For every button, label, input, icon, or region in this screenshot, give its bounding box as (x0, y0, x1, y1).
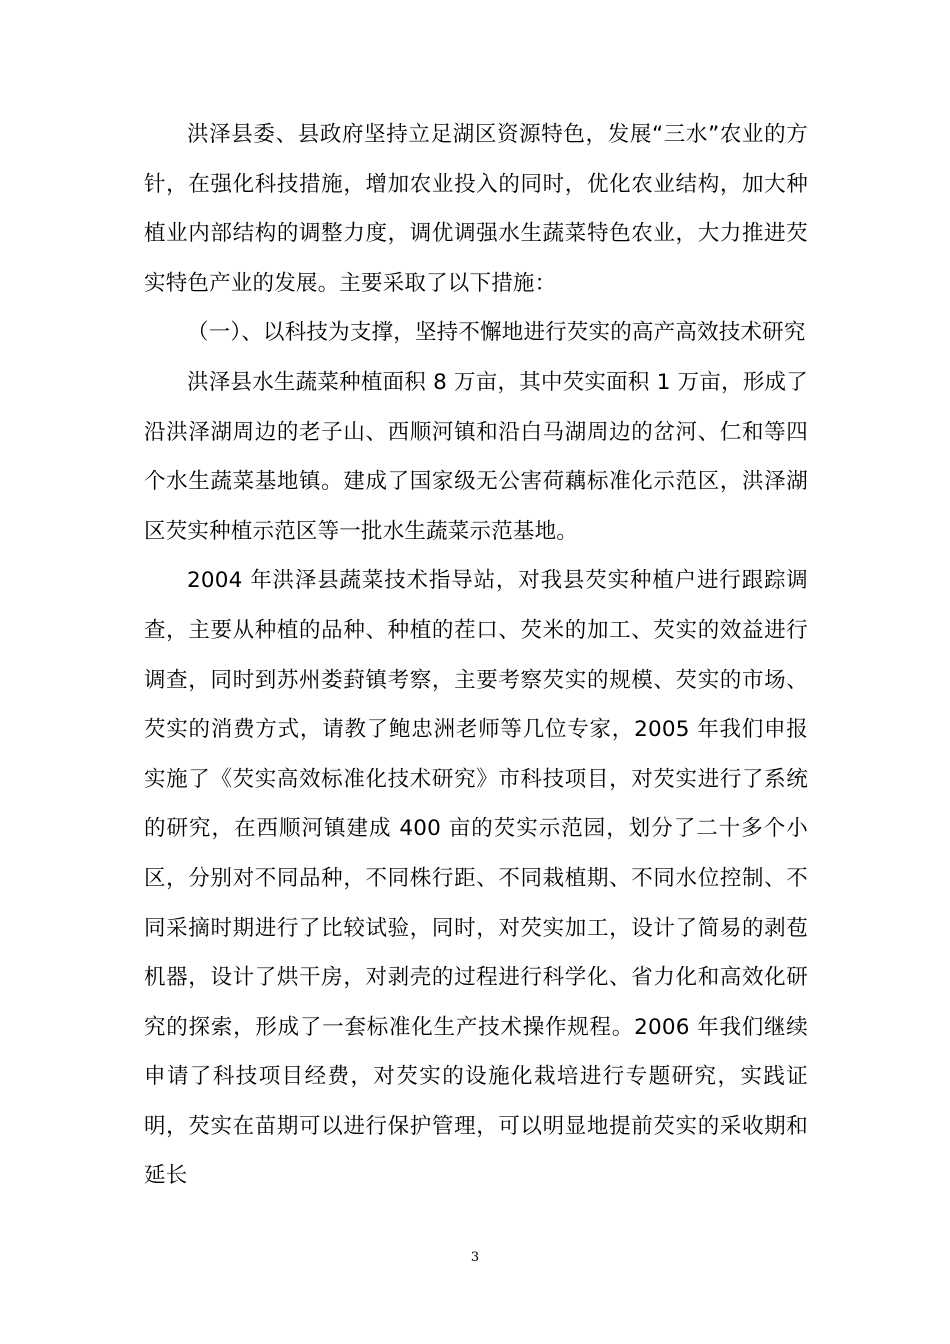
paragraph-intro: 洪泽县委、县政府坚持立足湖区资源特色，发展“三水”农业的方针，在强化科技措施，增加农业投入的同时，优化农业结构，加大种植业内部结构的调整力度，调优调强水生蔬菜特色农业，大力推进芡实特色产业的发展。主要采取了以下措施： (144, 122, 808, 296)
paragraph-research: 2004 年洪泽县蔬菜技术指导站，对我县芡实种植户进行跟踪调查，主要从种植的品种、种植的茬口、芡米的加工、芡实的效益进行调查，同时到苏州娄葑镇考察，主要考察芡实的规模、芡实的市场、芡实的消费方式，请教了鲍忠洲老师等几位专家，2005 年我们申报实施了《芡实高效标准化技术研究》市科技项目，对芡实进行了系统的研究，在西顺河镇建成 400 亩的芡实示范园，划分了二十多个小区，分别对不同品种，不同株行距、不同栽植期、不同水位控制、不同采摘时期进行了比较试验，同时，对芡实加工，设计了简易的剥苞机器，设计了烘干房，对剥壳的过程进行科学化、省力化和高效化研究的探索，形成了一套标准化生产技术操作规程。2006 年我们继续申请了科技项目经费，对芡实的设施化栽培进行专题研究，实践证明，芡实在苗期可以进行保护管理，可以明显地提前芡实的采收期和延长 (144, 568, 808, 1189)
paragraph-planting-area: 洪泽县水生蔬菜种植面积 8 万亩，其中芡实面积 1 万亩，形成了沿洪泽湖周边的老子山、西顺河镇和沿白马湖周边的岔河、仁和等四个水生蔬菜基地镇。建成了国家级无公害荷藕标准化示范区，洪泽湖区芡实种植示范区等一批水生蔬菜示范基地。 (144, 369, 808, 544)
section-heading: （一）、以科技为支撑，坚持不懈地进行芡实的高产高效技术研究 (187, 320, 806, 346)
page-number: 3 (470, 1250, 480, 1265)
document-body (144, 110, 808, 1201)
